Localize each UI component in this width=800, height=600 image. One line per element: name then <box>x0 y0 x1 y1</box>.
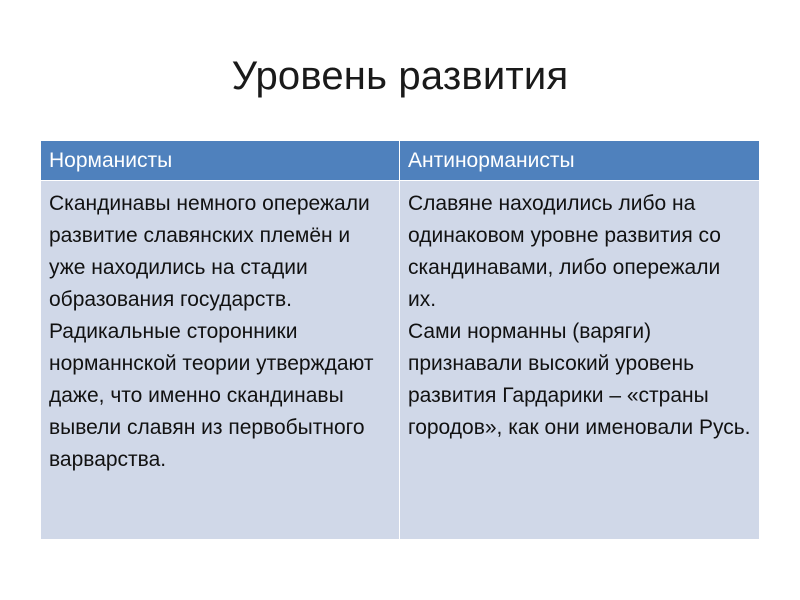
header-normanists: Норманисты <box>41 141 400 181</box>
comparison-table <box>40 140 760 540</box>
cell-antinormanists-text <box>400 181 760 540</box>
table-header-row <box>41 141 760 181</box>
normanists-paragraph: Скандинавы немного опережали развитие славянских племён и уже находились на стадии образования государств. Радикальные сторонники норманнской теории утверждают даже, что именно скандинавы вывели славян из первобытного варварства. <box>49 192 374 471</box>
table-row <box>41 181 760 540</box>
slide-title: Уровень развития <box>231 54 569 98</box>
cell-normanists-text <box>41 181 400 540</box>
header-antinormanists: Антинорманисты <box>400 141 760 181</box>
antinormanists-paragraph-1: Славяне находились либо на одинаковом уровне развития со скандинавами, либо опережали их. <box>408 192 721 311</box>
antinormanists-paragraph-2: Сами норманны (варяги) признавали высокий уровень развития Гардарики – «страны городов», как они именовали Русь. <box>408 320 751 439</box>
